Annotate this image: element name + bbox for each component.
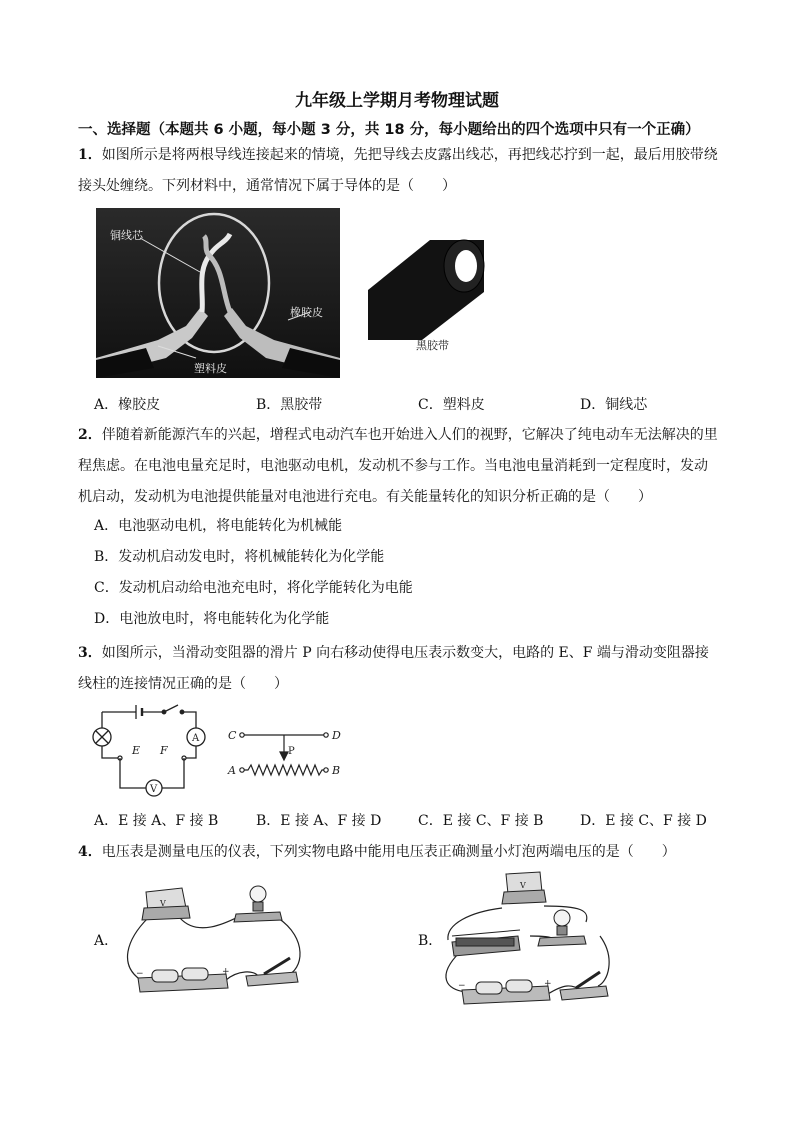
q2-option-b[interactable]: B．发动机启动发电时，将机械能转化为化学能 (94, 549, 385, 565)
q4-circuit-a (118, 878, 308, 1002)
plus-sign: + (544, 979, 552, 989)
label-copper: 铜线芯 (110, 229, 143, 242)
ammeter-label: A (192, 733, 200, 744)
question-3 (78, 638, 718, 700)
q4-option-a[interactable]: A． (94, 933, 119, 949)
minus-sign: − (458, 981, 466, 991)
q3-option-c[interactable]: C．E 接 C、F 接 B (418, 813, 544, 829)
terminal-f-label: F (160, 744, 168, 757)
battery-box-icon (136, 967, 230, 992)
voltmeter-icon (502, 872, 546, 904)
q1-option-a[interactable]: A．橡胶皮 (94, 397, 161, 413)
terminal-a-label: A (228, 764, 236, 777)
q2-option-a[interactable]: A．电池驱动电机，将电能转化为机械能 (94, 518, 343, 534)
terminal-c-label: C (228, 729, 237, 742)
question-4 (78, 837, 738, 868)
q1-option-b[interactable]: B．黑胶带 (256, 397, 323, 413)
label-rubber: 橡胶皮 (290, 306, 323, 319)
q1-option-d[interactable]: D．铜线芯 (580, 397, 648, 413)
question-text: 如图所示，当滑动变阻器的滑片 P 向右移动使得电压表示数变大，电路的 E、F 端与滑动变阻器接线柱的连接情况正确的是（ ） (78, 645, 709, 692)
rheostat-icon (452, 930, 520, 956)
question-text: 如图所示是将两根导线连接起来的情境，先把导线去皮露出线芯，再把线芯拧到一起，最后用胶带绕接头处缠绕。下列材料中，通常情况下属于导体的是（ ） (78, 147, 718, 194)
q3-option-b[interactable]: B．E 接 A、F 接 D (256, 813, 382, 829)
lamp-icon (538, 910, 586, 946)
label-tape: 黑胶带 (416, 339, 449, 352)
plus-sign: + (222, 967, 230, 977)
switch-icon (246, 958, 298, 986)
question-text: 电压表是测量电压的仪表，下列实物电路中能用电压表正确测量小灯泡两端电压的是（ ） (101, 844, 676, 860)
slider-p-label: P (288, 746, 295, 757)
rheostat-diagram (226, 722, 356, 782)
question-number: 4． (78, 844, 102, 860)
tape-figure (366, 228, 496, 358)
question-1 (78, 140, 718, 202)
q2-option-d[interactable]: D．电池放电时，将电能转化为化学能 (94, 611, 330, 627)
q3-option-a[interactable]: A．E 接 A、F 接 B (94, 813, 219, 829)
wire-photo (96, 208, 340, 378)
terminal-e-label: E (132, 744, 141, 757)
minus-sign: − (136, 969, 144, 979)
battery-box-icon (458, 979, 552, 1004)
wire-photo-drawing (96, 208, 340, 378)
question-number: 1． (78, 147, 102, 163)
q4-option-b[interactable]: B． (418, 933, 443, 949)
question-text: 伴随着新能源汽车的兴起，增程式电动汽车也开始进入人们的视野，它解决了纯电动车无法解决的里程焦虑。在电池电量充足时，电池驱动电机，发动机不参与工作。当电池电量消耗到一定程度时，发动机启动，发动机为电池提供能量对电池进行充电。有关能量转化的知识分析正确的是（ ） (78, 427, 718, 505)
label-plastic: 塑料皮 (194, 362, 227, 375)
question-number: 2． (78, 427, 102, 443)
page-title: 九年级上学期月考物理试题 (295, 91, 499, 111)
circuit-diagram (90, 700, 220, 804)
meter-letter: V (160, 899, 166, 908)
terminal-d-label: D (332, 729, 341, 742)
q2-option-c[interactable]: C．发动机启动给电池充电时，将化学能转化为电能 (94, 580, 413, 596)
q3-option-d[interactable]: D．E 接 C、F 接 D (580, 813, 707, 829)
terminal-b-label: B (332, 764, 341, 777)
question-2 (78, 420, 718, 513)
voltmeter-label: V (150, 784, 158, 795)
section-heading: 一、选择题（本题共 6 小题，每小题 3 分，共 18 分，每小题给出的四个选项中只有一个正确） (78, 122, 700, 138)
lamp-icon (234, 886, 282, 922)
q1-option-c[interactable]: C．塑料皮 (418, 397, 485, 413)
q4-circuit-b (440, 866, 610, 1012)
meter-letter: V (520, 881, 526, 890)
q2-options (94, 511, 413, 635)
question-number: 3． (78, 645, 102, 661)
voltmeter-icon (142, 888, 190, 920)
